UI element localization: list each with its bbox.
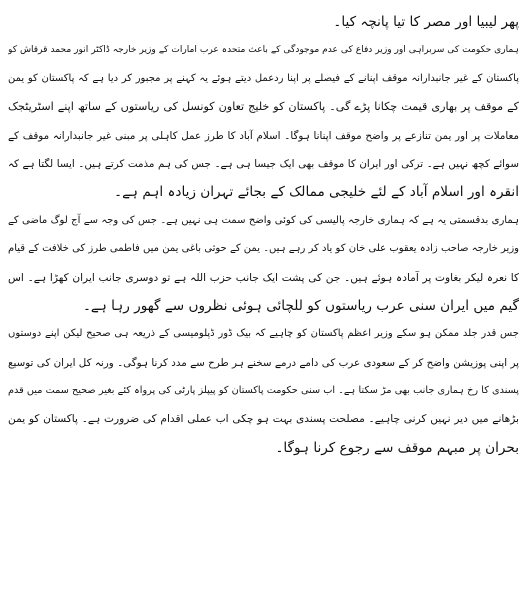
paragraph-line: پاکستان کے غیر جانبدارانہ موقف اپنانے کے فیصلے پر اپنا ردعمل دیتے ہوئے یہ کہنے پر مجبور کر دیا ہے کہ پاکستان کو یمن <box>8 72 519 84</box>
paragraph-line: پر اپنی پوزیشن واضح کر کے سعودی عرب کی دامے درمے سخنے ہر طرح سے مدد کرنا ہوگی۔ ورنہ کل ایران کی توسیع <box>8 356 519 369</box>
paragraph-line: پھر لیبیا اور مصر کا تیا پانچہ کیا۔ <box>333 14 519 30</box>
paragraph-line: گیم میں ایران سنی عرب ریاستوں کو للچائی ہوئی نظروں سے گھور رہا ہے۔ <box>82 297 519 314</box>
paragraph-line: کے موقف پر بھاری قیمت چکانا پڑے گی۔ پاکستان کو خلیج تعاون کونسل کی ریاستوں کے ساتھ اپنے اسٹریٹجک <box>8 100 519 114</box>
paragraph-line: بحران پر مبہم موقف سے رجوع کرنا ہوگا۔ <box>275 439 519 456</box>
paragraph-line: معاملات پر اور یمن تنازعے پر واضح موقف اپنانا ہوگا۔ اسلام آباد کا طرز عمل کاہلی پر مبنی غیر جانبدارانہ موقف کے <box>8 129 519 142</box>
paragraph-line: ہماری بدقسمتی یہ ہے کہ ہماری خارجہ پالیسی کی کوئی واضح سمت ہی نہیں ہے۔ جس کی وجہ سے آج لوگ ماضی کے <box>8 214 519 226</box>
paragraph-line: پسندی کا رخ ہماری جانب بھی مڑ سکتا ہے۔ اب سنی حکومت پاکستان کو پیپلز پارٹی کی پرواہ کئے بغیر صحیح سمت میں قدم <box>8 385 519 397</box>
paragraph-line: کا نعرہ لیکر بغاوت پر آمادہ ہوئے ہیں۔ جن کی پشت ایک جانب حزب اللہ ہے تو دوسری جانب ایران کھڑا ہے۔ اس <box>8 271 519 284</box>
paragraph-line: ہماری حکومت کی سربراہی اور وزیر دفاع کی عدم موجودگی کے باعث متحدہ عرب امارات کے وزیر خارجہ ڈاکٹر انور محمد قرقاش کو <box>8 45 519 56</box>
paragraph-line: وزیر خارجہ صاحب زادہ یعقوب علی خان کو یاد کر رہے ہیں۔ یمن کے حوثی باغی یمن میں فاطمی طرز کی خلافت کے قیام <box>8 243 519 255</box>
paragraph-line: سوائے کچھ نہیں ہے۔ ترکی اور ایران کا موقف بھی ایک جیسا ہی ہے۔ جس کی ہم مذمت کرتے ہیں۔ ایسا لگتا ہے کہ <box>8 157 519 170</box>
paragraph-line: انقرہ اور اسلام آباد کے لئے خلیجی ممالک کے بجائے تہران زیادہ اہم ہے۔ <box>114 184 519 201</box>
paragraph-line: جس قدر جلد ممکن ہو سکے وزیر اعظم پاکستان کو چاہیے کہ بیک ڈور ڈپلومیسی کے ذریعہ ہی صحیح لیکن اپنے دوستوں <box>8 328 519 340</box>
paragraph-line: بڑھانے میں دیر نہیں کرنی چاہیے۔ مصلحت پسندی بہت ہو چکی اب عملی اقدام کی ضرورت ہے۔ پاکستان کو یمن <box>8 413 519 426</box>
